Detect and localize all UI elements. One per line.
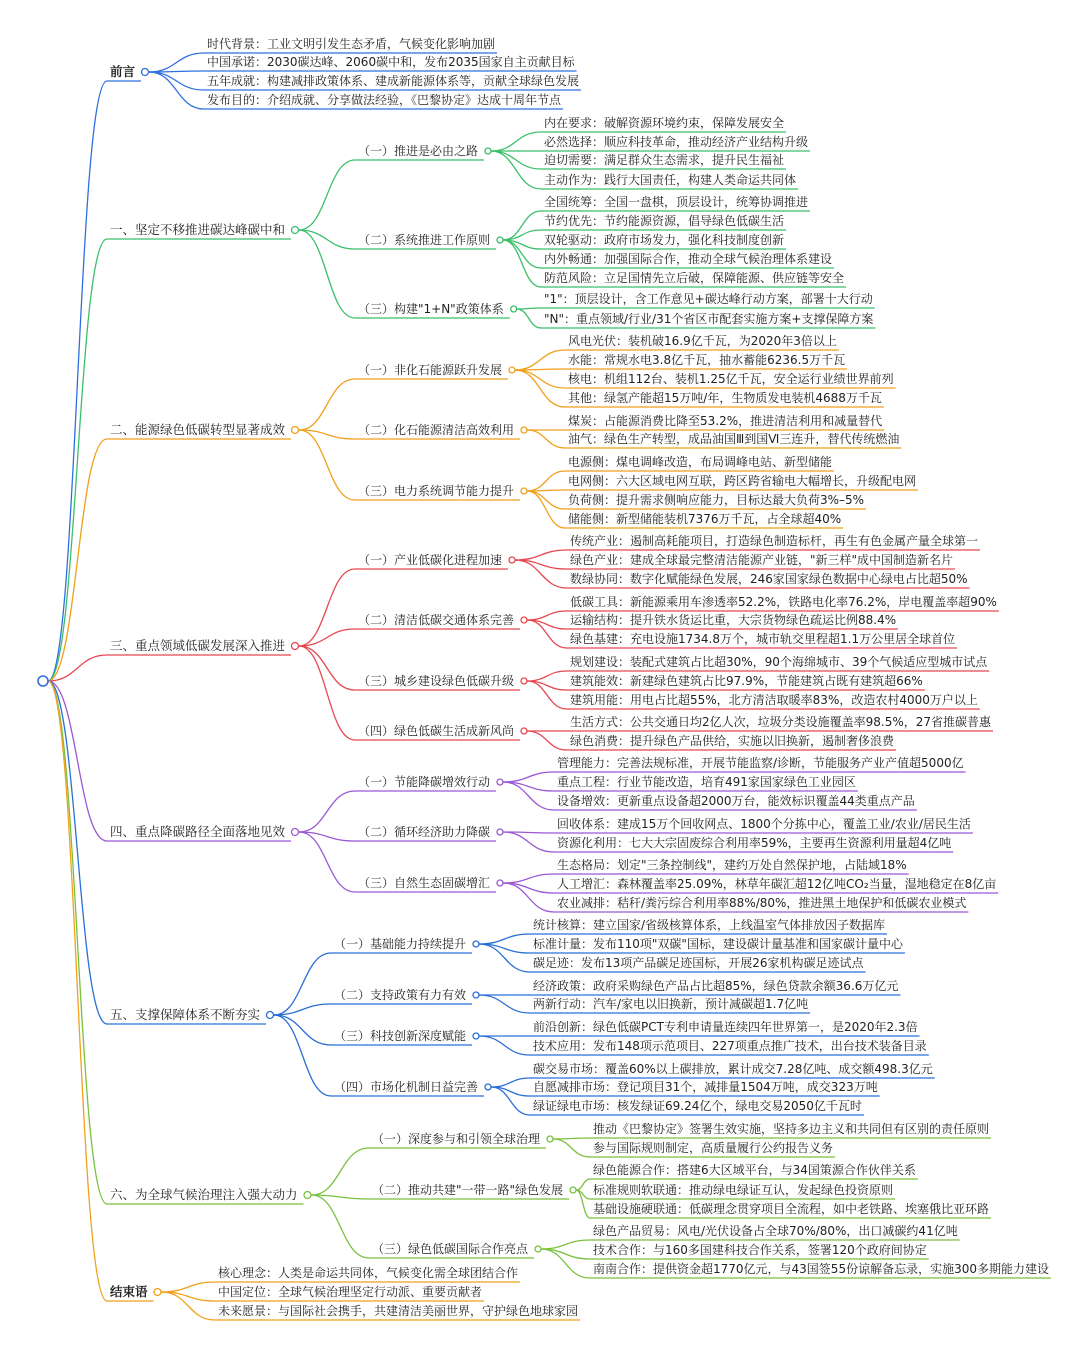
branch-5-sub-3-connector [274,1015,331,1096]
branch-1-sub-0-connector [299,160,355,230]
branch-3-sub-1-node[interactable] [521,617,527,623]
branch-5-sub-3-label: （四）市场化机制日益完善 [334,1080,479,1094]
branch-6-sub-1-leaf-2: 基础设施硬联通：低碳理念贯穿项目全流程，如中老铁路、埃塞俄比亚环路 [593,1202,990,1216]
branch-7-leaf-0: 核心理念：人类是命运共同体，气候变化需全球团结合作 [218,1266,519,1280]
branch-1-sub-0-leaf-3: 主动作为：践行大国责任，构建人类命运共同体 [544,173,797,187]
branch-2-sub-1-label: （二）化石能源清洁高效利用 [358,423,515,437]
branch-5-sub-1-leaf-1: 两新行动：汽车/家电以旧换新，预计减碳超1.7亿吨 [533,997,809,1011]
branch-4-sub-1-node[interactable] [497,829,503,835]
branch-4-sub-2-leaf-2: 农业减排：秸秆/粪污综合利用率88%/80%，推进黑土地保护和低碳农业模式 [557,896,967,910]
branch-6-sub-0-leaf-0-connector [553,1138,590,1139]
branch-5-sub-2-label: （三）科技创新深度赋能 [334,1029,467,1043]
branch-2-sub-1-connector [299,430,355,439]
branch-2-sub-2-leaf-2: 负荷侧：提升需求侧响应能力，目标达最大负荷3%–5% [568,493,865,507]
branch-1-sub-1-leaf-3: 内外畅通：加强国际合作，推动全球气候治理体系建设 [544,252,833,266]
branch-6-sub-0-leaf-1-connector [553,1139,590,1157]
branch-0-leaf-0: 时代背景：工业文明引发生态矛盾，气候变化影响加剧 [207,37,496,51]
branch-1-sub-0-label: （一）推进是必由之路 [358,144,479,158]
branch-1-sub-1-leaf-4-connector [503,240,541,287]
branch-6-sub-2-label: （三）绿色低碳国际合作亮点 [372,1242,529,1256]
branch-5-sub-0-label: （一）基础能力持续提升 [334,937,467,951]
branch-2-connector [48,439,107,681]
branch-1-sub-2-leaf-0: "1"：顶层设计，含工作意见+碳达峰行动方案，部署十大行动 [544,292,873,306]
branch-7-label: 结束语 [110,1284,148,1299]
branch-2-sub-2-leaf-1: 电网侧：六大区域电网互联，跨区跨省输电大幅增长，升级配电网 [568,474,917,488]
branch-6-sub-2-leaf-2: 南南合作：提供资金超1770亿元，与43国签55份谅解备忘录，实施300多期能力建设 [593,1262,1049,1276]
branch-4-sub-1-leaf-1-connector [503,832,554,852]
branch-4-sub-0-leaf-0: 管理能力：完善法规标准，开展节能监察/诊断，节能服务产业产值超5000亿 [557,756,964,770]
branch-1-sub-0-leaf-2: 迫切需要：满足群众生态需求，提升民生福祉 [544,153,785,167]
branch-1-sub-2-node[interactable] [511,306,517,312]
branch-5-sub-2-leaf-1-connector [479,1036,530,1055]
branch-2-sub-0-node[interactable] [509,367,515,373]
branch-5-connector [48,681,107,1024]
branch-5-sub-1-node[interactable] [473,992,479,998]
branch-1-sub-2-label: （三）构建"1+N"政策体系 [358,302,504,316]
branch-2-sub-0-label: （一）非化石能源跃升发展 [358,363,503,377]
branch-5-sub-3-leaf-0-connector [491,1078,530,1087]
branch-5-sub-2-node[interactable] [473,1033,479,1039]
branch-0-node[interactable] [142,69,149,76]
branch-6-sub-0-node[interactable] [547,1136,553,1142]
branch-2-sub-0-connector [299,379,355,430]
branch-1-sub-2-leaf-1: "N"：重点领域/行业/31个省区市配套实施方案+支撑保障方案 [544,312,874,326]
branch-3-sub-2-node[interactable] [521,678,527,684]
branch-7-leaf-0-connector [162,1282,215,1292]
branch-5-sub-1-leaf-1-connector [479,995,530,1013]
branch-0-leaf-0-connector [149,53,204,72]
branch-2-sub-2-node[interactable] [521,488,527,494]
branch-4-sub-1-label: （二）循环经济助力降碳 [358,825,491,839]
branch-3-sub-0-leaf-2: 数绿协同：数字化赋能绿色发展，246家国家绿色数据中心绿电占比超50% [570,572,968,586]
branch-5-sub-1-leaf-0: 经济政策：政府采购绿色产品占比超85%，绿色贷款余额36.6万亿元 [533,979,899,993]
branch-2-sub-0-leaf-2-connector [515,370,565,388]
branch-5-sub-0-leaf-0-connector [479,934,530,944]
branch-3-sub-1-leaf-0-connector [527,611,567,620]
branch-6-sub-0-leaf-0: 推动《巴黎协定》签署生效实施，坚持多边主义和共同但有区别的责任原则 [593,1122,990,1136]
branch-6-sub-0-connector [312,1148,369,1195]
branch-0-leaf-1: 中国承诺：2030碳达峰、2060碳中和，发布2035国家自主贡献目标 [207,55,575,69]
branch-6-sub-1-leaf-1: 标准规则软联通：推动绿电绿证互认，发起绿色投资原则 [593,1183,894,1197]
branch-2-sub-0-leaf-2: 核电：机组112台、装机1.25亿千瓦，安全运行业绩世界前列 [568,372,894,386]
branch-3-sub-2-label: （三）城乡建设绿色低碳升级 [358,674,515,688]
branch-3-label: 三、重点领域低碳发展深入推进 [110,638,286,653]
branch-6-sub-2-leaf-0-connector [541,1240,590,1249]
branch-5-sub-2-connector [274,1015,331,1045]
branch-3-sub-3-connector [299,646,355,740]
branch-3-sub-3-leaf-1: 绿色消费：提升绿色产品供给，实施以旧换新，遏制奢侈浪费 [570,734,895,748]
branch-3-sub-3-leaf-1-connector [527,731,567,750]
branch-6-node[interactable] [304,1192,311,1199]
branch-5-sub-3-node[interactable] [485,1084,491,1090]
branch-1-sub-1-leaf-1: 节约优先：节约能源资源，倡导绿色低碳生活 [544,214,785,228]
branch-1-sub-0-leaf-2-connector [491,151,541,169]
branch-4-sub-0-label: （一）节能降碳增效行动 [358,775,491,789]
branch-1-label: 一、坚定不移推进碳达峰碳中和 [110,222,286,237]
branch-3-sub-3-node[interactable] [521,728,527,734]
branch-5-sub-0-leaf-2: 碳足迹：发布13项产品碳足迹国标，开展26家机构碳足迹试点 [533,956,864,970]
branch-2-sub-0-leaf-0: 风电光伏：装机破16.9亿千瓦，为2020年3倍以上 [568,334,837,348]
branch-6-sub-2-connector [312,1195,369,1258]
branch-1-sub-2-leaf-0-connector [517,308,541,309]
branch-1-connector [48,239,107,681]
branch-5-sub-3-leaf-1: 自愿减排市场：登记项目31个，减排量1504万吨，成交323万吨 [533,1080,878,1094]
branch-4-sub-1-connector [299,832,355,841]
branch-3-sub-0-leaf-0-connector [515,550,567,560]
branch-1-sub-0-leaf-0: 内在要求：破解资源环境约束，保障发展安全 [544,116,785,130]
branch-5-sub-0-node[interactable] [473,941,479,947]
branch-2-sub-2-leaf-0-connector [527,471,565,491]
branch-6-sub-0-leaf-1: 参与国际规则制定，高质量履行公约报告义务 [593,1141,834,1155]
branch-5-sub-2-leaf-1: 技术应用：发布148项示范项目、227项重点推广技术，出台技术装备目录 [533,1039,927,1053]
branch-3-sub-0-leaf-0: 传统产业：遏制高耗能项目，打造绿色制造标杆，再生有色金属产量全球第一 [570,534,979,548]
branch-3-sub-0-label: （一）产业低碳化进程加速 [358,553,503,567]
branch-2-sub-0-leaf-0-connector [515,350,565,370]
branch-1-sub-0-leaf-0-connector [491,132,541,151]
branch-4-sub-0-connector [299,791,355,832]
branch-2-sub-2-leaf-2-connector [527,491,565,509]
branch-6-sub-2-leaf-0: 绿色产品贸易：风电/光伏设备占全球70%/80%，出口减碳约41亿吨 [593,1224,958,1238]
branch-4-sub-0-leaf-2: 设备增效：更新重点设备超2000万台，能效标识覆盖44类重点产品 [557,794,915,808]
branch-1-sub-2-connector [299,230,355,318]
branch-1-node[interactable] [292,227,299,234]
branch-7-connector [48,681,107,1301]
branch-1-sub-2-leaf-1-connector [517,309,541,328]
branch-2-sub-0-leaf-3: 其他：绿氢产能超15万吨/年，生物质发电装机4688万千瓦 [568,391,882,405]
branch-3-sub-1-leaf-2: 绿色基建：充电设施1734.8万个，城市轨交里程超1.1万公里居全球首位 [570,632,956,646]
branch-2-sub-2-connector [299,430,355,500]
branch-1-sub-1-leaf-0: 全国统筹：全国一盘棋，顶层设计，统筹协调推进 [544,195,809,209]
branch-1-sub-0-leaf-3-connector [491,151,541,189]
branch-0-leaf-2: 五年成就：构建减排政策体系、建成新能源体系等，贡献全球绿色发展 [207,74,580,88]
branch-4-sub-1-leaf-1: 资源化利用：七大大宗固废综合利用率59%，主要再生资源利用量超4亿吨 [557,836,952,850]
branch-2-sub-2-leaf-3-connector [527,491,565,528]
branch-3-sub-0-connector [299,569,355,646]
branch-2-sub-1-node[interactable] [521,427,527,433]
branch-1-sub-1-leaf-4: 防范风险：立足国情先立后破，保障能源、供应链等安全 [544,271,845,285]
branch-6-sub-2-node[interactable] [535,1246,541,1252]
branch-4-sub-0-node[interactable] [497,779,503,785]
branch-4-sub-2-leaf-0: 生态格局：划定"三条控制线"，建约万处自然保护地，占陆域18% [557,858,907,872]
branch-3-sub-3-leaf-0: 生活方式：公共交通日均2亿人次，垃圾分类设施覆盖率98.5%，27省推碳普惠 [570,715,992,729]
branch-2-sub-1-leaf-1: 油气：绿色生产转型，成品油国Ⅲ到国Ⅵ三连升，替代传统燃油 [568,432,900,446]
branch-0-leaf-3-connector [149,72,204,109]
branch-3-sub-2-leaf-2: 建筑用能：用电占比超55%，北方清洁取暖率83%，改造农村4000万户以上 [570,693,978,707]
branch-5-label: 五、支撑保障体系不断夯实 [110,1007,261,1022]
branch-7-node[interactable] [154,1289,161,1296]
branch-3-sub-0-node[interactable] [509,557,515,563]
branch-2-sub-2-leaf-3: 储能侧：新型储能装机7376万千瓦，占全球超40% [568,512,842,526]
branch-7-leaf-2: 未来愿景：与国际社会携手，共建清洁美丽世界，守护绿色地球家园 [218,1304,579,1318]
branch-3-node[interactable] [292,643,299,650]
branch-2-label: 二、能源绿色低碳转型显著成效 [110,422,286,437]
branch-2-sub-1-leaf-1-connector [527,430,565,448]
branch-1-sub-1-label: （二）系统推进工作原则 [358,233,491,247]
branch-5-node[interactable] [267,1012,274,1019]
branch-5-sub-2-leaf-0: 前沿创新：绿色低碳PCT专利申请量连续四年世界第一，是2020年2.3倍 [533,1020,918,1034]
branch-2-sub-2-leaf-0: 电源侧：煤电调峰改造，布局调峰电站、新型储能 [568,455,833,469]
branch-4-sub-2-label: （三）自然生态固碳增汇 [358,876,491,890]
branch-6-sub-1-node[interactable] [570,1187,576,1193]
branch-3-sub-1-leaf-0: 低碳工具：新能源乘用车渗透率52.2%，铁路电化率76.2%，岸电覆盖率超90% [570,595,997,609]
branch-1-sub-1-leaf-2: 双轮驱动：政府市场发力，强化科技制度创新 [544,233,785,247]
branch-5-sub-3-leaf-2: 绿证绿电市场：核发绿证69.24亿个，绿电交易2050亿千瓦时 [533,1099,862,1113]
branch-6-sub-1-leaf-0-connector [576,1179,590,1190]
branch-3-sub-3-label: （四）绿色低碳生活成新风尚 [358,724,515,738]
branch-3-sub-2-leaf-0: 规划建设：装配式建筑占比超30%，90个海绵城市、39个气候适应型城市试点 [570,655,988,669]
branch-3-sub-0-leaf-1: 绿色产业：建成全球最完整清洁能源产业链，"新三样"成中国制造新名片 [570,553,954,567]
branch-5-sub-0-leaf-0: 统计核算：建立国家/省级核算体系，上线温室气体排放因子数据库 [533,918,886,932]
branch-3-sub-1-label: （二）清洁低碳交通体系完善 [358,613,515,627]
branch-0-connector [48,81,107,681]
branch-6-sub-1-leaf-0: 绿色能源合作：搭建6大区域平台，与34国策源合作伙伴关系 [593,1163,916,1177]
branch-4-sub-0-leaf-0-connector [503,772,554,782]
branch-3-sub-2-connector [299,646,355,690]
branch-4-sub-2-node[interactable] [497,880,503,886]
branch-0-leaf-3: 发布目的：介绍成就、分享做法经验，《巴黎协定》达成十周年节点 [207,93,562,107]
branch-4-sub-2-leaf-1: 人工增汇：森林覆盖率25.09%，林草年碳汇超12亿吨CO₂当量，湿地稳定在8亿亩 [557,877,997,891]
root-node[interactable] [38,676,48,686]
branch-2-sub-0-leaf-1: 水能：常规水电3.8亿千瓦，抽水蓄能6236.5万千瓦 [568,353,846,367]
branch-4-sub-0-leaf-1: 重点工程：行业节能改造，培育491家国家绿色工业园区 [557,775,856,789]
branch-2-node[interactable] [292,427,299,434]
branch-2-sub-0-leaf-3-connector [515,370,565,407]
branch-3-sub-1-leaf-1: 运输结构：提升铁水货运比重，大宗货物绿色疏运比例88.4% [570,613,897,627]
branch-1-sub-0-node[interactable] [485,148,491,154]
branch-4-node[interactable] [292,829,299,836]
branch-3-sub-2-leaf-1: 建筑能效：新建绿色建筑占比97.9%，节能建筑占既有建筑超66% [570,674,923,688]
branch-6-sub-2-leaf-1: 技术合作：与160多国建科技合作关系，签署120个政府间协定 [593,1243,927,1257]
branch-3-sub-2-leaf-0-connector [527,671,567,681]
branch-5-sub-3-leaf-0: 碳交易市场：覆盖60%以上碳排放，累计成交7.28亿吨、成交额498.3亿元 [533,1062,933,1076]
branch-0-label: 前言 [110,64,136,79]
branch-6-sub-1-label: （二）推动共建"一带一路"绿色发展 [372,1183,564,1197]
branch-2-sub-2-label: （三）电力系统调节能力提升 [358,484,515,498]
branch-2-sub-1-leaf-0: 煤炭：占能源消费比降至53.2%，推进清洁利用和减量替代 [568,414,883,428]
branch-7-leaf-1: 中国定位：全球气候治理坚定行动派、重要贡献者 [218,1285,483,1299]
branch-1-sub-0-leaf-1: 必然选择：顺应科技革命，推动经济产业结构升级 [544,135,809,149]
branch-0-leaf-2-connector [149,72,204,90]
branch-5-sub-0-connector [274,953,331,1015]
branch-6-label: 六、为全球气候治理注入强大动力 [110,1187,298,1202]
branch-4-sub-1-leaf-0: 回收体系：建成15万个回收网点、1800个分拣中心，覆盖工业/农业/居民生活 [557,817,971,831]
branch-5-sub-0-leaf-1: 标准计量：发布110项"双碳"国标，建设碳计量基准和国家碳计量中心 [533,937,903,951]
branch-4-sub-2-leaf-0-connector [503,874,554,883]
branch-5-sub-1-label: （二）支持政策有力有效 [334,988,467,1002]
branch-1-sub-1-node[interactable] [497,237,503,243]
branch-6-sub-0-label: （一）深度参与和引领全球治理 [372,1132,541,1146]
branch-4-label: 四、重点降碳路径全面落地见效 [110,824,286,839]
